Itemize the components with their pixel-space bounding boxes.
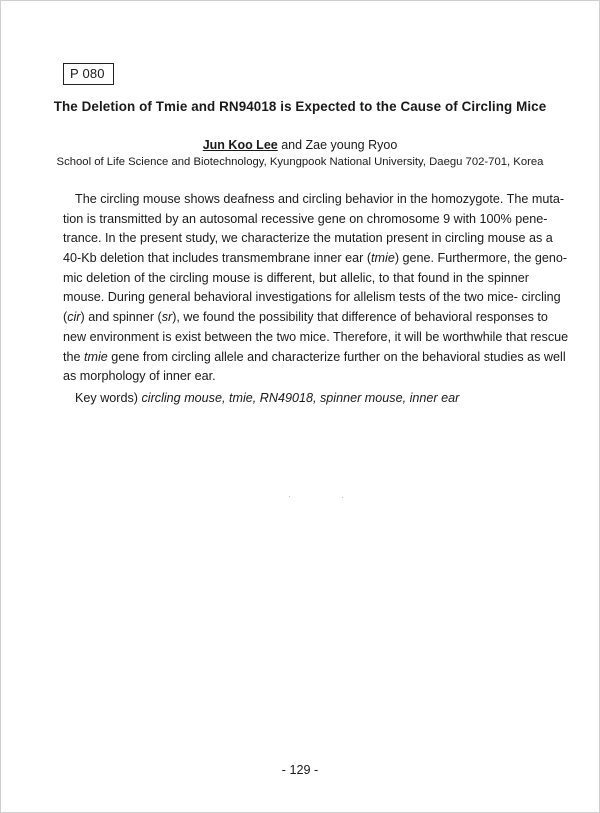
abstract-line-4-c: ) gene. Furthermore, the geno- bbox=[394, 251, 568, 266]
allele-sr: sr bbox=[161, 310, 173, 325]
abstract-line-5: mic deletion of the circling mouse is different, but allelic, to that found in the spinner bbox=[63, 270, 529, 285]
abstract-line-8: new environment is exist between the two mice. Therefore, it will be worthwhile that rescue bbox=[63, 329, 569, 344]
affiliation: School of Life Science and Biotechnology, Kyungpook National University, Daegu 702-701, Korea bbox=[56, 156, 544, 168]
keywords-label: Key words) bbox=[75, 391, 142, 405]
abstract-line-3: trance. In the present study, we characterize the mutation present in circling mouse as a bbox=[63, 231, 553, 246]
keywords bbox=[75, 391, 459, 405]
gene-name-tmie-2: tmie bbox=[84, 349, 108, 364]
abstract-line-7 bbox=[63, 308, 548, 328]
abstract-line-2: tion is transmitted by an autosomal recessive gene on chromosome 9 with 100% pene- bbox=[63, 211, 548, 226]
abstract-line-7-c: ) and spinner ( bbox=[80, 310, 162, 325]
abstract-line-9 bbox=[63, 348, 566, 368]
scan-speck bbox=[289, 496, 290, 497]
abstract-line-10: as morphology of inner ear. bbox=[63, 369, 216, 384]
presenting-author: Jun Koo Lee bbox=[202, 138, 278, 152]
abstract-line-4-a: 40-Kb deletion that includes transmembrane inner ear ( bbox=[63, 251, 372, 266]
abstract-body bbox=[63, 190, 569, 387]
keywords-terms: circling mouse, tmie, RN49018, spinner mouse, inner ear bbox=[141, 391, 460, 405]
abstract-line-7-e: ), we found the possibility that difference of behavioral responses to bbox=[172, 310, 548, 325]
abstract-line-4 bbox=[63, 249, 568, 269]
abstract-line-9-a: the bbox=[63, 349, 85, 364]
co-author: Zae young Ryoo bbox=[305, 138, 398, 152]
poster-id: P 080 bbox=[70, 66, 105, 81]
abstract-line-1: The circling mouse shows deafness and circling behavior in the homozygote. The muta- bbox=[75, 192, 565, 206]
scan-speck bbox=[342, 497, 343, 498]
author-connector: and bbox=[277, 138, 306, 152]
author-line bbox=[0, 138, 600, 152]
page-number: - 129 - bbox=[281, 763, 319, 777]
paper-title: The Deletion of Tmie and RN94018 is Expected to the Cause of Circling Mice bbox=[53, 99, 547, 114]
abstract-line-6: mouse. During general behavioral investigations for allelism tests of the two mice- circling bbox=[63, 290, 561, 305]
poster-id-box bbox=[63, 63, 114, 85]
abstract-line-9-c: gene from circling allele and characterize further on the behavioral studies as well bbox=[107, 349, 566, 364]
gene-name-tmie: tmie bbox=[371, 251, 395, 266]
allele-cir: cir bbox=[67, 310, 81, 325]
abstract-line-7-a: ( bbox=[63, 310, 68, 325]
